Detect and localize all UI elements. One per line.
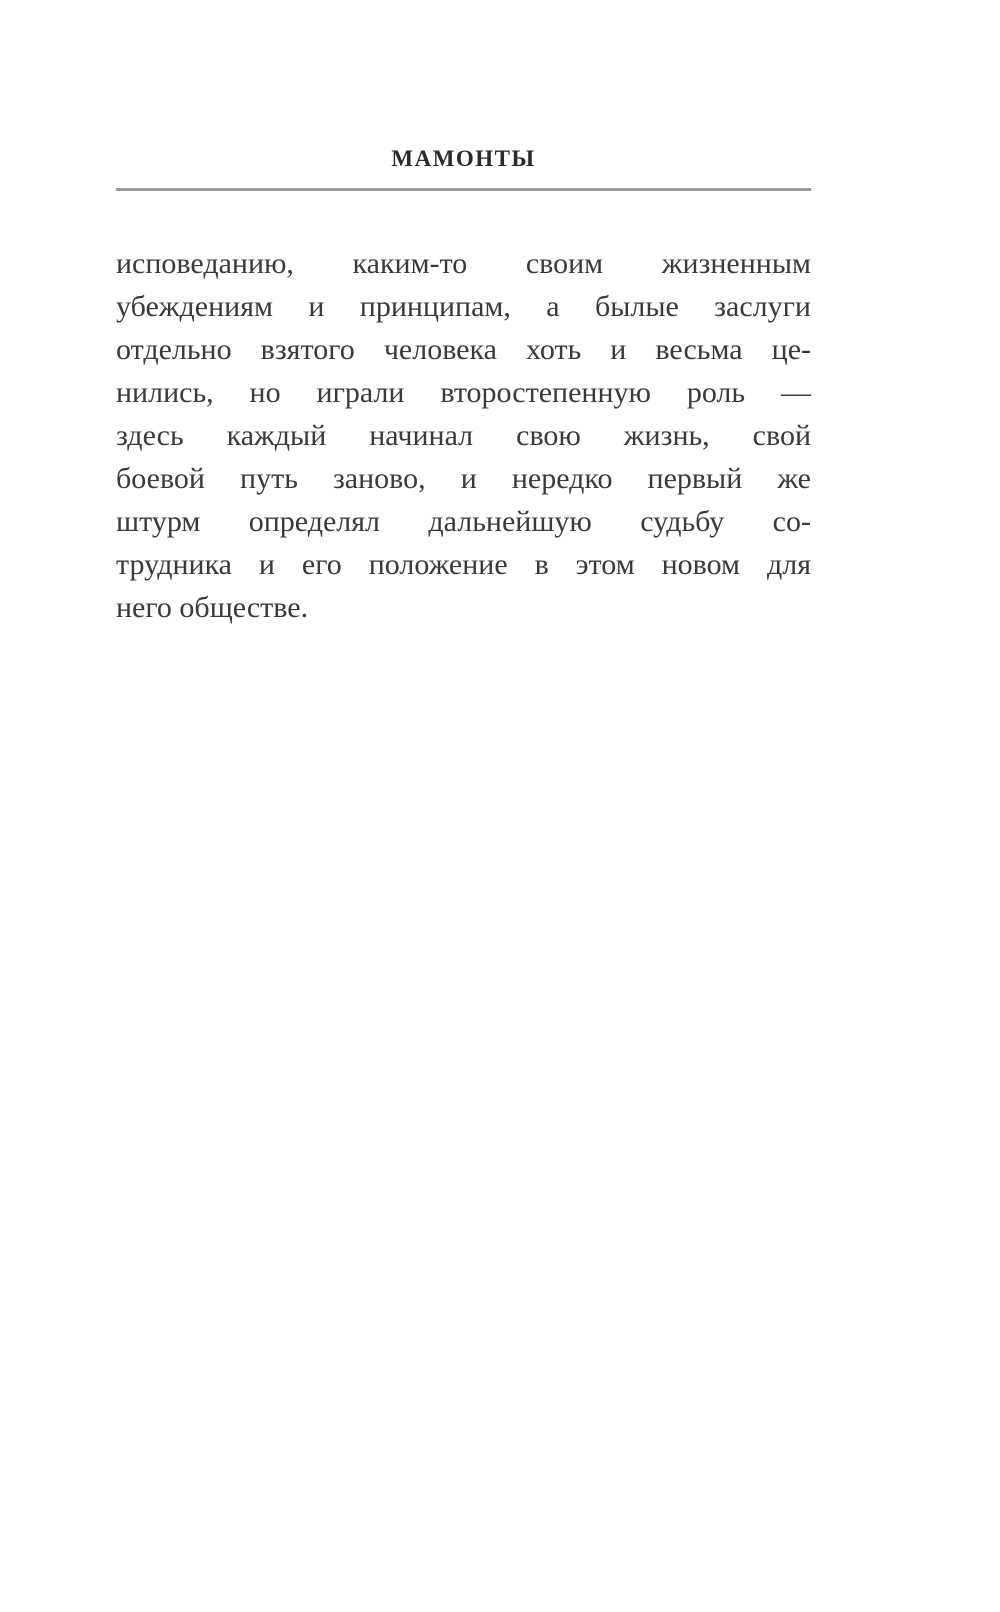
text-line: здесь каждый начинал свою жизнь, свой <box>116 419 811 452</box>
header-rule <box>116 188 811 191</box>
text-line: исповеданию, каким-то своим жизненным <box>116 247 811 280</box>
running-head: МАМОНТЫ <box>391 146 536 171</box>
body-paragraph <box>116 242 811 629</box>
text-line: штурм определял дальнейшую судьбу со- <box>116 505 811 538</box>
text-line: отдельно взятого человека хоть и весьма це- <box>116 333 811 366</box>
text-line: нились, но играли второстепенную роль — <box>116 376 811 409</box>
text-line: него обществе. <box>116 591 309 624</box>
text-line: трудника и его положение в этом новом для <box>116 548 811 581</box>
text-line: боевой путь заново, и нередко первый же <box>116 462 811 495</box>
text-line: убеждениям и принципам, а былые заслуги <box>116 290 811 323</box>
